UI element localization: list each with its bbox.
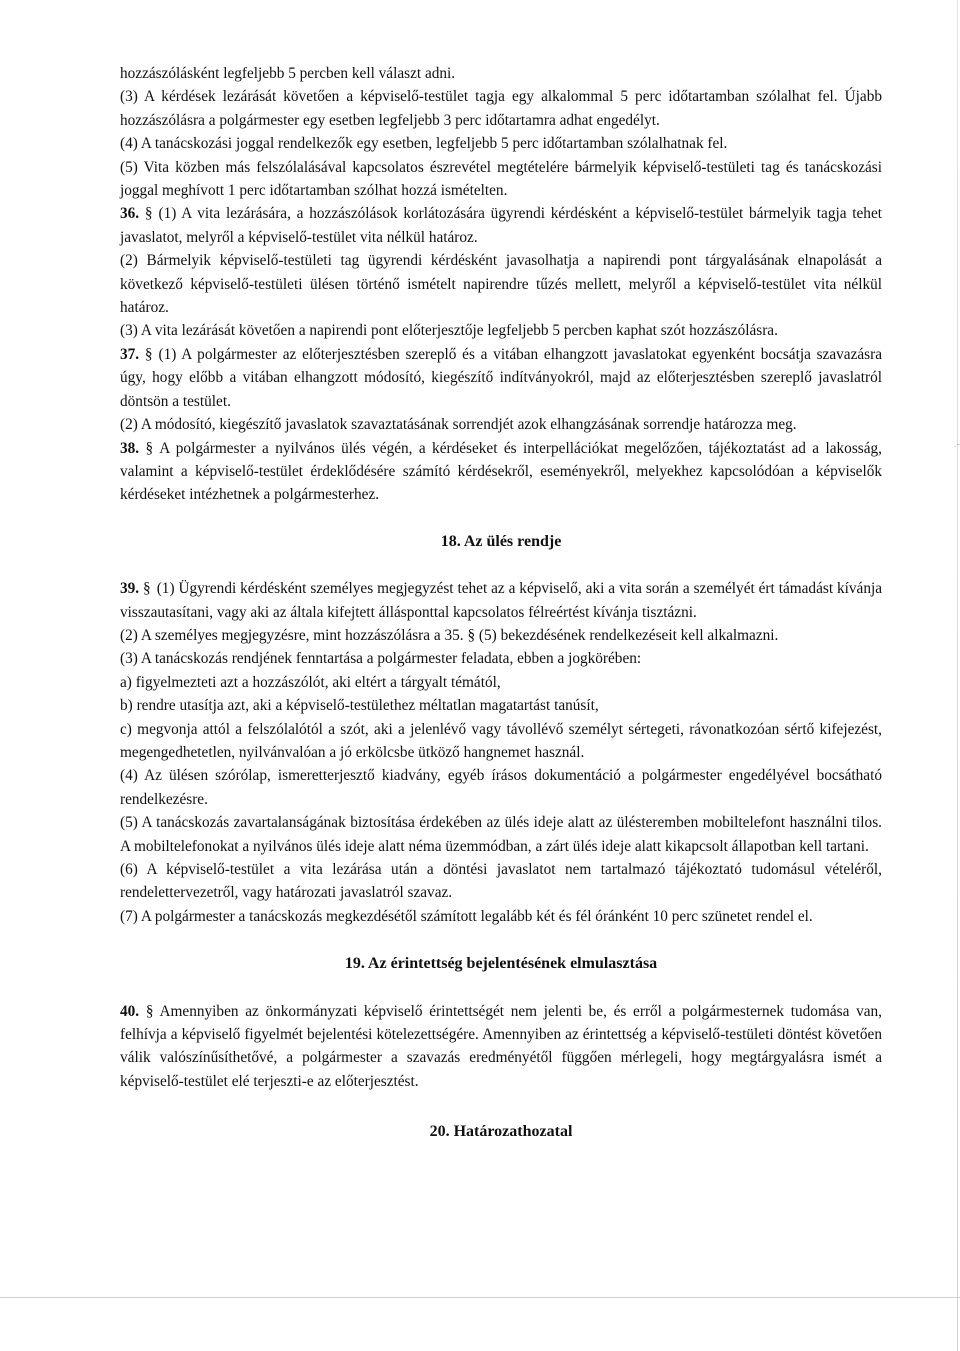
paragraph-text: (1) Ügyrendi kérdésként személyes megjegyzést tehet az a képviselő, aki a vita során a személyét ért támadást kívánja visszautasítani, vagy aki az általa kifejtett állásponttal kapcsolatos félreértést kívánja tisztázni.: [120, 580, 883, 621]
list-item-39-3a: a) figyelmezteti azt a hozzászólót, aki eltért a tárgyalt témától,: [120, 673, 501, 691]
paragraph-35-4: (4) A tanácskozási joggal rendelkezők egy esetben, legfeljebb 5 perc időtartamban szólalhatnak fel.: [120, 135, 728, 153]
document-page: [120, 62, 882, 1144]
paragraph-37-1: [120, 343, 882, 413]
paragraph-continuation: hozzászólásként legfeljebb 5 percben kell választ adni.: [120, 65, 456, 82]
paragraph-text: (1) A vita lezárására, a hozzászólások korlátozására ügyrendi kérdésként a képviselő-testület bármelyik tagja tehet javaslatot, melyről a képviselő-testület vita nélkül határoz.: [120, 205, 882, 246]
scan-mark: .-: [954, 439, 960, 450]
section-sign: §: [144, 345, 153, 363]
section-heading-18: 18. Az ülés rendje: [440, 532, 562, 550]
paragraph-39-7: (7) A polgármester a tanácskozás megkezdésétől számított legalább két és fél óránként 10 perc szünetet rendel el.: [120, 907, 813, 925]
paragraph-40: [120, 1000, 882, 1094]
list-item-39-3b: b) rendre utasítja azt, aki a képviselő-testülethez méltatlan magatartást tanúsít,: [120, 697, 599, 715]
paragraph-text: A polgármester a nyilvános ülés végén, a kérdéseket és interpellációkat megelőzően, tájékoztatást ad a lakosság, valamint a képviselő-testület érdeklődésére számító kérdésekről, eseményekről, melyekhez kapcsolódóan a képviselők kérdéseket intézhetnek a polgármesterhez.: [120, 439, 882, 504]
paragraph-36-3: (3) A vita lezárását követően a napirendi pont előterjesztője legfeljebb 5 percben kaphat szót hozzászólásra.: [120, 322, 778, 340]
section-number: 37.: [120, 345, 140, 363]
section-number: 40.: [120, 1002, 140, 1020]
paragraph-39-3: (3) A tanácskozás rendjének fenntartása a polgármester feladata, ebben a jogkörében:: [120, 650, 642, 668]
paragraph-36-2: (2) Bármelyik képviselő-testületi tag ügyrendi kérdésként javasolhatja a napirendi pont tárgyalásának elnapolását a következő képviselő-testületi ülésen történő ismételt napirendre tűzés mellett, melyről a képviselő-testület vita nélkül határoz.: [120, 252, 882, 317]
paragraph-35-3: (3) A kérdések lezárását követően a képviselő-testület tagja egy alkalommal 5 perc időtartamban szólalhat fel. Újabb hozzászólásra a polgármester egy esetben legfeljebb 3 perc időtartamra adhat engedélyt.: [120, 88, 882, 129]
paragraph-39-5: (5) A tanácskozás zavartalanságának biztosítása érdekében az ülés ideje alatt az ülésteremben mobiltelefont használni tilos. A mobiltelefonokat a nyilvános ülés ideje alatt néma üzemmódban, a zárt ülés ideje alatt kikapcsolt állapotban kell tartani.: [120, 814, 882, 855]
paragraph-39-4: (4) Az ülésen szórólap, ismeretterjesztő kiadvány, egyéb írásos dokumentáció a polgármester engedélyével bocsátható rendelkezésre.: [120, 767, 882, 808]
section-number: 36.: [120, 205, 140, 223]
section-heading-20: 20. Határozathozatal: [429, 1123, 573, 1141]
paragraph-37-2: (2) A módosító, kiegészítő javaslatok szavaztatásának sorrendjét azok elhangzásának sorrendje határozza meg.: [120, 416, 797, 434]
section-sign: §: [145, 439, 154, 457]
paragraph-39-2: (2) A személyes megjegyzésre, mint hozzászólásra a 35. § (5) bekezdésének rendelkezéseit kell alkalmazni.: [120, 626, 779, 644]
section-heading-19: 19. Az érintettség bejelentésének elmulasztása: [344, 955, 658, 973]
section-sign: §: [145, 1002, 154, 1020]
list-item-39-3c: c) megvonja attól a felszólalótól a szót, aki a jelenlévő vagy távollévő személyt sértegeti, rávonatkozóan sértő kifejezést, megengedhetetlen, nyilvánvalóan a jó erkölcsbe ütköző hangnemet használ.: [120, 720, 882, 761]
scan-bottom-line: [0, 1297, 960, 1298]
paragraph-39-6: (6) A képviselő-testület a vita lezárása után a döntési javaslatot nem tartalmazó tájékoztató tudomásul vételéről, rendelettervezetről, vagy határozati javaslatról szavaz.: [120, 861, 882, 902]
section-sign: §: [144, 205, 153, 223]
paragraph-text: Amennyiben az önkormányzati képviselő érintettségét nem jelenti be, és erről a polgármesternek tudomása van, felhívja a képviselő figyelmét bejelentési kötelezettségére. Amennyiben az érintettség a képviselő-testületi döntést követően válik valószínűsíthetővé, a polgármester a szavazás eredményétől függően mérlegeli, hogy megtárgyalásra ismét a képviselő-testület elé terjeszti-e az előterjesztést.: [120, 1002, 882, 1090]
paragraph-text: (1) A polgármester az előterjesztésben szereplő és a vitában elhangzott javaslatokat egyenként bocsátja szavazásra úgy, hogy előbb a vitában elhangzott módosító, kiegészítő indítványokról, majd az előterjesztésben szereplő javaslatról döntsön a testület.: [120, 345, 882, 410]
section-number: 38.: [120, 439, 140, 457]
scan-edge-line: [957, 0, 958, 1351]
paragraph-39-1: [120, 577, 882, 624]
paragraph-36-1: [120, 202, 882, 249]
paragraph-38: [120, 437, 882, 507]
section-number: 39.: [120, 580, 140, 598]
paragraph-35-5: (5) Vita közben más felszólalásával kapcsolatos észrevétel megtételére bármelyik képviselő-testületi tag és tanácskozási joggal meghívott 1 perc időtartamban szólhat hozzá ismételten.: [120, 158, 882, 200]
section-sign: §: [143, 580, 151, 598]
